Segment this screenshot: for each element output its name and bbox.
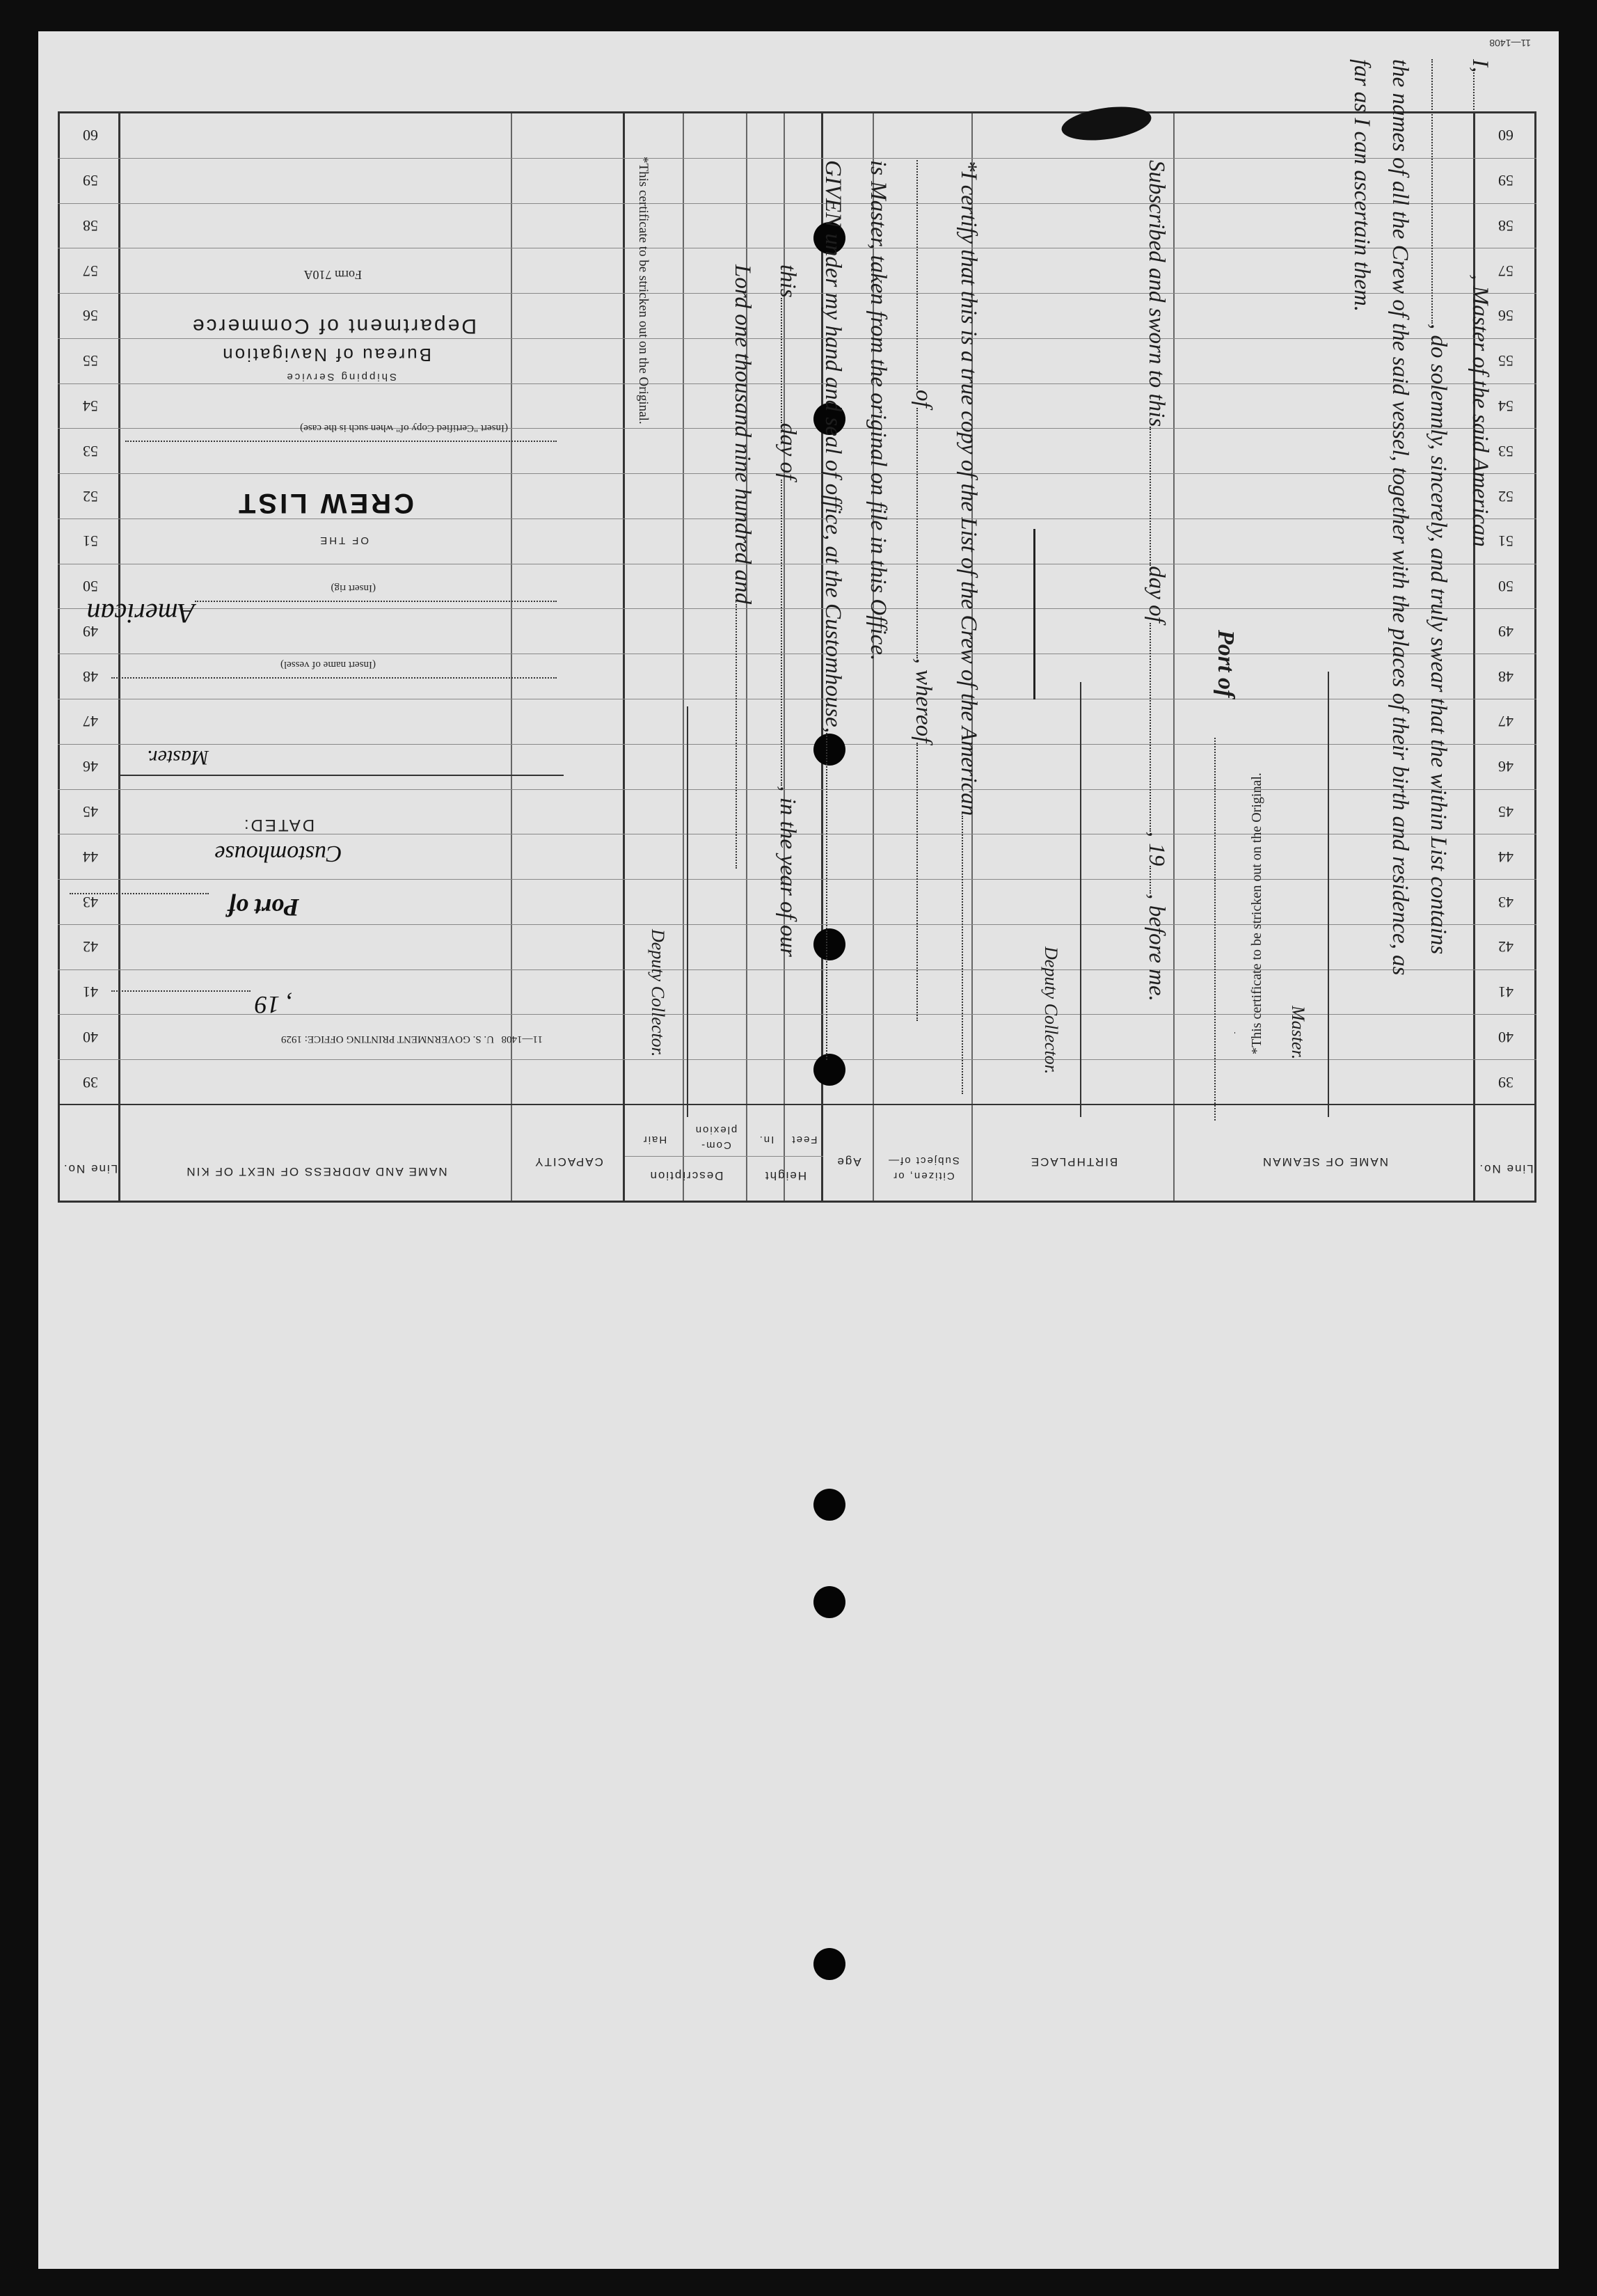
port-of-heading: Port of (1213, 630, 1239, 698)
oath-line-3: the names of all the Crew of the said vessel, together with the places of their birth and residence, as (1388, 59, 1413, 976)
header-line-no-right: Line No. (62, 1162, 118, 1175)
line-number-right: 45 (83, 802, 98, 821)
line-number-right: 60 (83, 127, 98, 145)
crew-list-title: CREW LIST (236, 488, 414, 518)
line-number-left: 51 (1498, 532, 1513, 551)
punch-hole (813, 1586, 845, 1618)
this-day-line: thisday of, in the year of our (775, 264, 800, 957)
certify-line-1: *I certify that this is a true copy of the List of the Crew of the American (955, 160, 981, 1094)
line-number-right: 47 (83, 713, 98, 731)
stricken-footnote: *This certificate to be stricken out on the Original. (636, 157, 651, 425)
header-inches: In. (758, 1134, 774, 1146)
oath-line-4: far as I can ascertain them. (1349, 59, 1374, 312)
header-capacity: CAPACITY (534, 1155, 603, 1169)
line-number-right: 41 (83, 983, 98, 1001)
ink-blot (1060, 102, 1154, 145)
master-label: Master. (146, 746, 209, 769)
header-hair: Hair (642, 1134, 667, 1146)
line-number-right: 53 (83, 442, 98, 460)
document-page (38, 31, 1559, 2269)
master-signature-line (1328, 672, 1329, 1117)
line-number-right: 39 (83, 1073, 98, 1091)
american-label: American (86, 598, 195, 629)
gpo-imprint: U. S. GOVERNMENT PRINTING OFFICE: 1929 (281, 1034, 494, 1045)
print-code-bottom: 11—1408 (1489, 38, 1531, 49)
customhouse-label: Customhouse (214, 841, 342, 866)
stricken-note: *This certificate to be stricken out on the Original. (1249, 773, 1264, 1054)
header-name-of-seaman: NAME OF SEAMAN (1262, 1155, 1388, 1169)
line-number-right: 55 (83, 352, 98, 370)
line-number-left: 56 (1498, 307, 1513, 325)
line-number-right: 52 (83, 487, 98, 505)
header-next-of-kin: NAME AND ADDRESS OF NEXT OF KIN (185, 1165, 447, 1178)
subheader-divider (625, 1156, 823, 1157)
line-number-left: 53 (1498, 442, 1513, 460)
line-number-right: 51 (83, 532, 98, 551)
header-line-no: Line No. (1478, 1162, 1534, 1175)
line-number-left: 44 (1498, 848, 1513, 866)
line-number-right: 50 (83, 578, 98, 596)
certify-line-3: is Master, taken from the original on file in this Office. (866, 160, 891, 661)
line-number-left: 42 (1498, 938, 1513, 956)
oath-line-1: I,, Master of the said American (1467, 59, 1493, 846)
line-number-left: 46 (1498, 758, 1513, 776)
oath-line-2: , do solemnly, sincerely, and truly swear that the within List contains (1425, 59, 1451, 954)
line-number-right: 44 (83, 848, 98, 866)
header-age: Age (836, 1155, 861, 1169)
master-signature-label: Master. (1288, 1006, 1308, 1060)
line-number-left: 39 (1498, 1073, 1513, 1091)
shipping-service: Shipping Service (285, 371, 397, 383)
header-citizen: Citizen, or Subject of— (887, 1155, 960, 1182)
line-number-left: 58 (1498, 216, 1513, 235)
of-the-label: OF THE (318, 535, 369, 546)
line-number-right: 57 (83, 262, 98, 280)
subscribed-line: Subscribed and sworn to thisday of, 19, before me. (1144, 160, 1169, 1001)
punch-hole (813, 1948, 845, 1980)
line-number-right: 46 (83, 758, 98, 776)
line-number-left: 49 (1498, 622, 1513, 640)
bureau-name: Bureau of Navigation (221, 345, 431, 365)
given-line: GIVEN under my hand and seal of office, at the Customhouse, (820, 160, 845, 1060)
header-feet: Feet (790, 1134, 818, 1146)
line-number-left: 47 (1498, 713, 1513, 731)
header-height: Height (763, 1169, 807, 1182)
lord-line: Lord one thousand nine hundred and (729, 264, 755, 869)
line-number-right: 54 (83, 397, 98, 415)
year-line: , 19 (255, 991, 292, 1019)
line-number-left: 43 (1498, 893, 1513, 911)
line-number-right: 42 (83, 938, 98, 956)
certify-line-2: of, whereof (910, 160, 936, 1021)
header-description: Description (649, 1169, 724, 1182)
port-of-label: Port of (228, 894, 299, 921)
header-bottom-border (58, 1104, 1536, 1105)
print-code-top: 11—1408 (501, 1034, 543, 1045)
department-name: Department of Commerce (190, 315, 477, 338)
line-number-right: 58 (83, 216, 98, 235)
deputy-collector-line-1 (1080, 682, 1081, 1117)
certified-copy-note: (Insert "Certified Copy of" when such is the case) (300, 422, 508, 434)
line-number-left: 59 (1498, 172, 1513, 190)
line-number-right: 40 (83, 1028, 98, 1046)
port-blank (1214, 738, 1216, 1121)
line-number-left: 45 (1498, 802, 1513, 821)
line-number-left: 60 (1498, 127, 1513, 145)
line-number-right: 59 (83, 172, 98, 190)
certificate-area (38, 31, 1559, 1096)
dated-label: DATED: (241, 816, 315, 834)
header-complexion: Com-plexion (694, 1124, 738, 1151)
line-number-left: 57 (1498, 262, 1513, 280)
form-number: Form 710A (303, 268, 362, 282)
line-number-left: 41 (1498, 983, 1513, 1001)
line-number-right: 48 (83, 667, 98, 686)
line-number-left: 54 (1498, 397, 1513, 415)
table-top-border (58, 1201, 1536, 1203)
line-number-right: 56 (83, 307, 98, 325)
punch-hole (813, 1489, 845, 1521)
line-number-right: 49 (83, 622, 98, 640)
line-number-left: 50 (1498, 578, 1513, 596)
line-number-right: 43 (83, 893, 98, 911)
deputy-collector-label-1: Deputy Collector. (1041, 947, 1061, 1075)
line-number-left: 48 (1498, 667, 1513, 686)
line-number-left: 55 (1498, 352, 1513, 370)
line-number-left: 52 (1498, 487, 1513, 505)
insert-rig-note: (Insert rig) (331, 583, 376, 594)
header-birthplace: BIRTHPLACE (1029, 1155, 1118, 1169)
deputy-collector-line-2 (687, 706, 688, 1117)
deputy-collector-label-2: Deputy Collector. (648, 929, 668, 1057)
line-number-left: 40 (1498, 1028, 1513, 1046)
insert-vessel-note: (Insert name of vessel) (280, 659, 376, 670)
separator-bar (1033, 529, 1035, 699)
